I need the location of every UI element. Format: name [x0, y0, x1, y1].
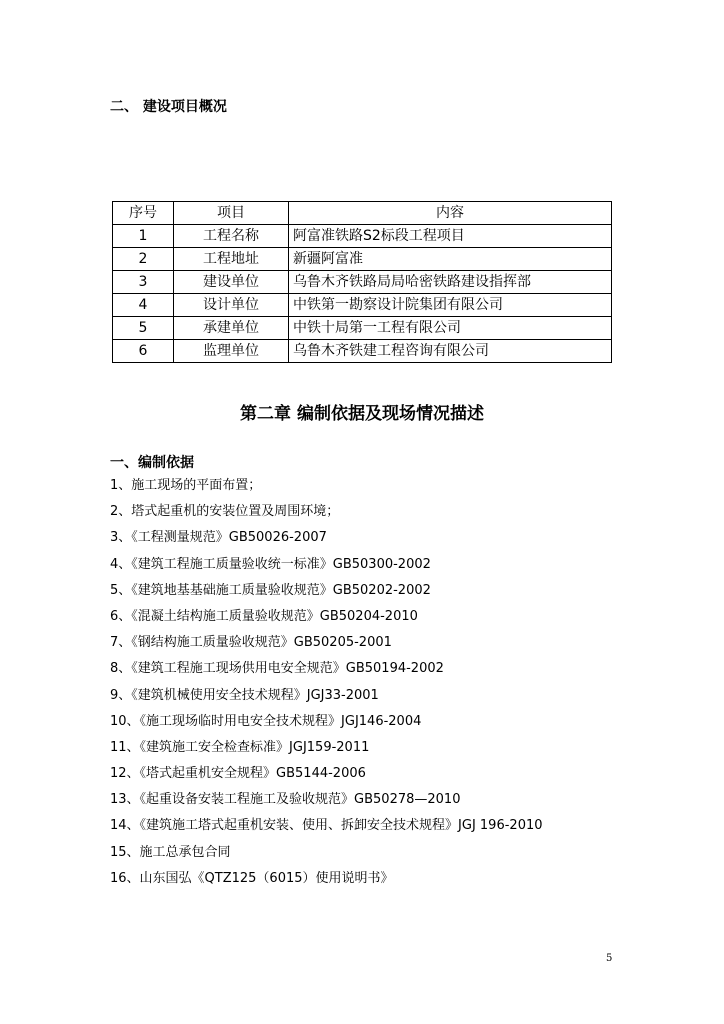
cell-index: 5	[113, 317, 174, 340]
cell-index: 2	[113, 248, 174, 271]
cell-index: 3	[113, 271, 174, 294]
cell-index: 4	[113, 294, 174, 317]
list-item: 10、《施工现场临时用电安全技术规程》JGJ146-2004	[110, 713, 422, 729]
list-item: 16、山东国弘《QTZ125（6015）使用说明书》	[110, 870, 394, 886]
cell-content: 乌鲁木齐铁路局局哈密铁路建设指挥部	[289, 271, 612, 294]
list-item: 14、《建筑施工塔式起重机安装、使用、拆卸安全技术规程》JGJ 196-2010	[110, 818, 543, 834]
list-item: 7、《钢结构施工质量验收规范》GB50205-2001	[110, 635, 392, 651]
list-item: 11、《建筑施工安全检查标准》JGJ159-2011	[110, 739, 370, 755]
cell-item: 建设单位	[174, 271, 289, 294]
list-item: 15、施工总承包合同	[110, 844, 231, 860]
list-item: 2、塔式起重机的安装位置及周围环境；	[110, 504, 340, 520]
cell-content: 中铁第一勘察设计院集团有限公司	[289, 294, 612, 317]
list-item: 9、《建筑机械使用安全技术规程》JGJ33-2001	[110, 687, 379, 703]
list-item: 13、《起重设备安装工程施工及验收规范》GB50278—2010	[110, 792, 461, 808]
cell-index: 1	[113, 225, 174, 248]
cell-item: 工程地址	[174, 248, 289, 271]
cell-content: 乌鲁木齐铁建工程咨询有限公司	[289, 340, 612, 363]
header-index: 序号	[113, 202, 174, 225]
table-row	[113, 317, 612, 340]
list-item: 6、《混凝土结构施工质量验收规范》GB50204-2010	[110, 608, 418, 624]
list-item: 8、《建筑工程施工现场供用电安全规范》GB50194-2002	[110, 661, 444, 677]
list-item: 5、《建筑地基基础施工质量验收规范》GB50202-2002	[110, 582, 431, 598]
cell-content: 新疆阿富准	[289, 248, 612, 271]
table-row	[113, 248, 612, 271]
list-item: 4、《建筑工程施工质量验收统一标准》GB50300-2002	[110, 556, 431, 572]
cell-content: 中铁十局第一工程有限公司	[289, 317, 612, 340]
table-row	[113, 225, 612, 248]
header-content: 内容	[289, 202, 612, 225]
header-item: 项目	[174, 202, 289, 225]
table-header-row	[113, 202, 612, 225]
chapter-title: 第二章 编制依据及现场情况描述	[240, 404, 484, 424]
table-row	[113, 340, 612, 363]
cell-item: 工程名称	[174, 225, 289, 248]
basis-list	[110, 478, 543, 897]
cell-content: 阿富准铁路S2标段工程项目	[289, 225, 612, 248]
project-info-table	[112, 201, 612, 363]
cell-index: 6	[113, 340, 174, 363]
cell-item: 监理单位	[174, 340, 289, 363]
page-number: 5	[606, 953, 613, 964]
section-title: 二、 建设项目概况	[110, 99, 227, 115]
list-item: 1、施工现场的平面布置；	[110, 478, 262, 493]
table-row	[113, 294, 612, 317]
cell-item: 承建单位	[174, 317, 289, 340]
list-item: 12、《塔式起重机安全规程》GB5144-2006	[110, 766, 366, 782]
table-row	[113, 271, 612, 294]
basis-heading: 一、编制依据	[110, 455, 194, 471]
cell-item: 设计单位	[174, 294, 289, 317]
list-item: 3、《工程测量规范》GB50026-2007	[110, 530, 327, 546]
